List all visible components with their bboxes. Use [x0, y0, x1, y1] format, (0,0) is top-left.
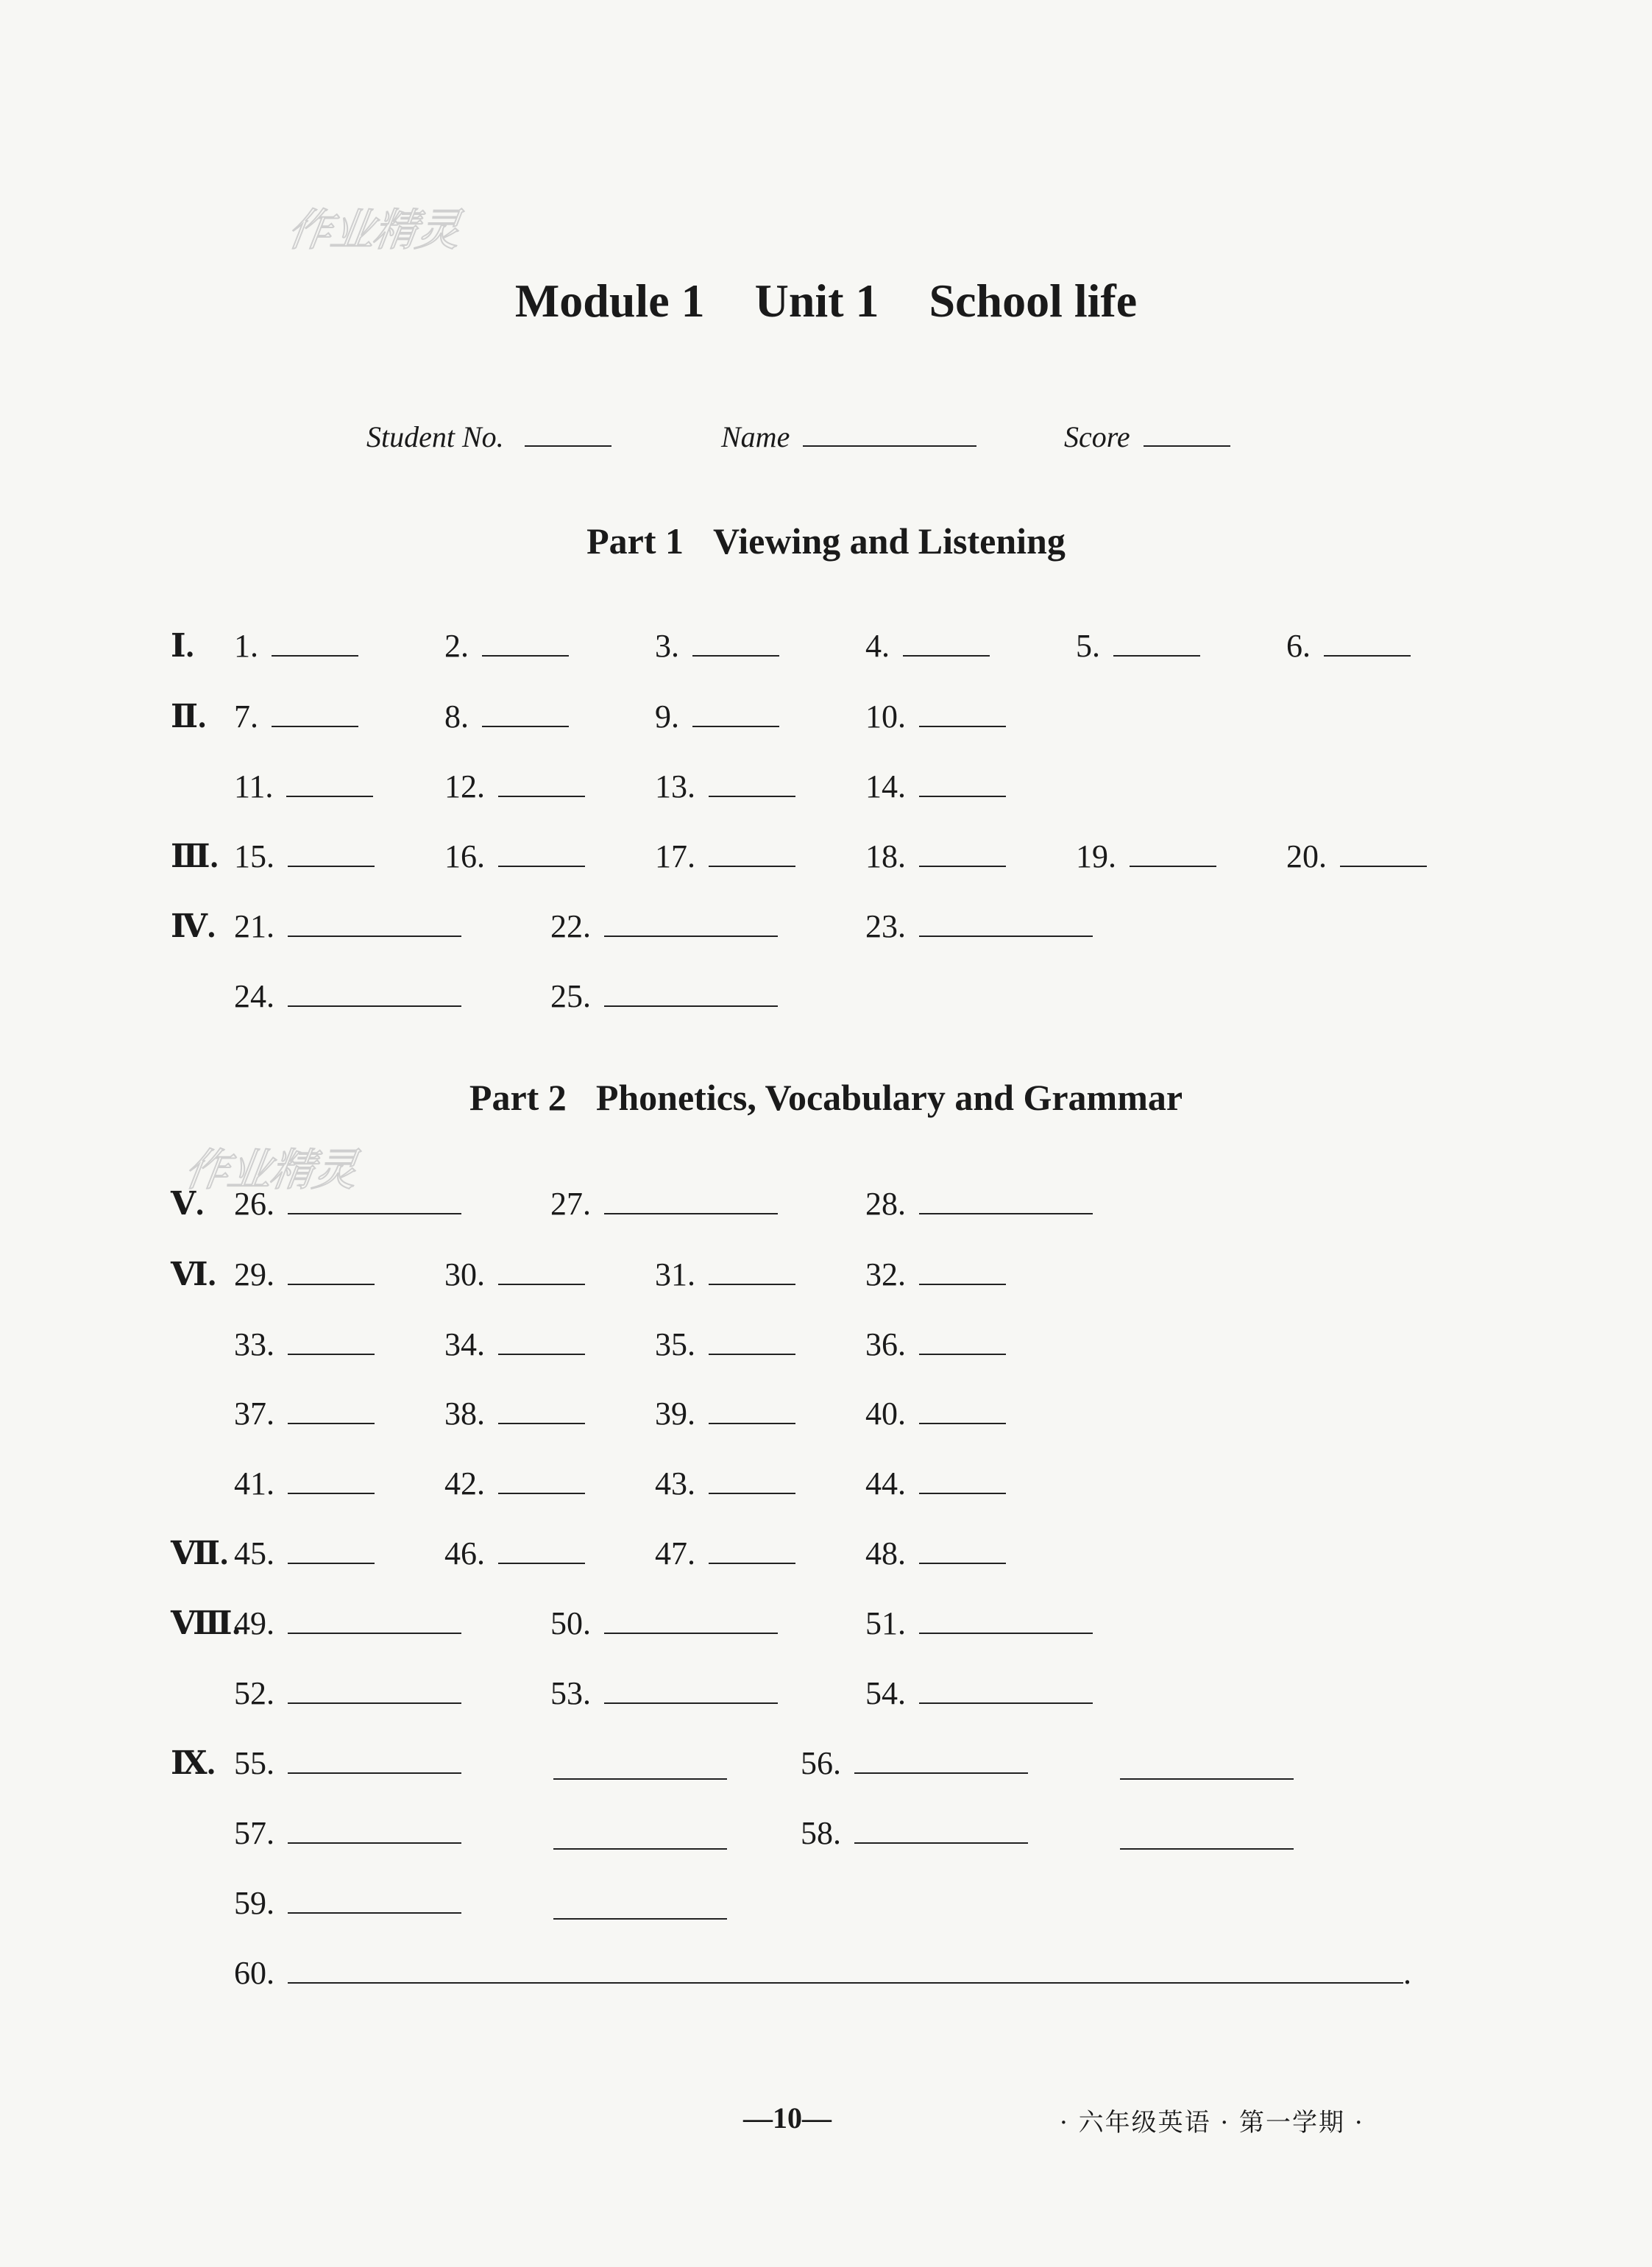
answer-item-13 — [655, 768, 795, 805]
answer-blank[interactable] — [482, 704, 569, 727]
question-number: 49. — [234, 1605, 274, 1641]
answer-blank[interactable] — [709, 1401, 795, 1424]
answer-item-1 — [234, 627, 358, 665]
answer-blank[interactable] — [604, 983, 778, 1007]
answer-item-3 — [655, 627, 779, 665]
answer-item-41 — [234, 1465, 375, 1502]
question-number: 27. — [550, 1186, 591, 1222]
topic-label: School life — [929, 275, 1138, 327]
question-number: 18. — [865, 838, 906, 874]
answer-blank[interactable] — [1324, 633, 1411, 657]
student-no-field[interactable]: Student No. — [366, 420, 611, 454]
answer-item-52 — [234, 1674, 461, 1712]
answer-blank[interactable] — [272, 704, 358, 727]
answer-blank[interactable] — [288, 1191, 461, 1214]
question-number: 56. — [801, 1745, 841, 1781]
answer-blank[interactable] — [286, 774, 373, 797]
answer-item-44 — [865, 1465, 1006, 1502]
question-number: 53. — [550, 1675, 591, 1711]
answer-blank[interactable] — [709, 1541, 795, 1564]
answer-item-8 — [444, 698, 569, 735]
answer-item-9 — [655, 698, 779, 735]
answer-blank[interactable] — [498, 1262, 585, 1285]
question-number: 34. — [444, 1326, 485, 1362]
question-number: 3. — [655, 628, 679, 664]
answer-row — [0, 908, 1652, 952]
answer-blank[interactable] — [604, 1610, 778, 1634]
module-label: Module 1 — [514, 275, 705, 327]
answer-row — [0, 1185, 1652, 1229]
answer-item-58 — [801, 1814, 1028, 1852]
part1-heading: Part 1 Viewing and Listening — [586, 520, 1066, 562]
question-number: 14. — [865, 768, 906, 804]
answer-item-47 — [655, 1535, 795, 1572]
answer-blank[interactable] — [498, 774, 585, 797]
question-number: 46. — [444, 1535, 485, 1571]
answer-item-19 — [1076, 838, 1216, 875]
answer-blank[interactable] — [288, 1750, 461, 1774]
answer-row — [0, 838, 1652, 882]
answer-blank[interactable] — [692, 704, 779, 727]
answer-blank[interactable] — [288, 1471, 375, 1494]
answer-blank[interactable] — [272, 633, 358, 657]
answer-item-22 — [550, 908, 778, 945]
question-number: 2. — [444, 628, 469, 664]
question-number: 54. — [865, 1675, 906, 1711]
answer-blank[interactable] — [903, 633, 990, 657]
answer-item-12 — [444, 768, 585, 805]
answer-item-20 — [1286, 838, 1427, 875]
answer-blank[interactable] — [709, 774, 795, 797]
question-number: 30. — [444, 1256, 485, 1292]
score-field[interactable]: Score — [1064, 420, 1230, 454]
section-numeral: Ⅴ. — [171, 1186, 205, 1222]
question-number: 40. — [865, 1396, 906, 1432]
watermark: 作业精灵 — [181, 1145, 360, 1196]
answer-item-54 — [865, 1674, 1093, 1712]
answer-blank[interactable] — [692, 633, 779, 657]
question-number: 32. — [865, 1256, 906, 1292]
question-number: 11. — [234, 768, 274, 804]
answer-item-60 — [234, 1954, 1411, 1992]
answer-blank-extra[interactable] — [553, 1777, 727, 1780]
answer-blank[interactable] — [709, 1471, 795, 1494]
answer-blank[interactable] — [498, 1331, 585, 1355]
question-number: 29. — [234, 1256, 274, 1292]
answer-row — [0, 1605, 1652, 1649]
answer-blank[interactable] — [288, 1610, 461, 1634]
section-numeral: Ⅲ. — [171, 838, 219, 874]
answer-row — [0, 1954, 1652, 1998]
answer-blank-extra[interactable] — [1120, 1847, 1294, 1850]
answer-item-11 — [234, 768, 373, 805]
answer-blank[interactable] — [288, 1890, 461, 1914]
question-number: 8. — [444, 699, 469, 735]
answer-blank[interactable] — [288, 1541, 375, 1564]
answer-item-17 — [655, 838, 795, 875]
answer-blank[interactable] — [919, 1262, 1006, 1285]
answer-blank[interactable] — [288, 1331, 375, 1355]
answer-blank[interactable] — [1340, 844, 1427, 867]
section-numeral: Ⅰ. — [171, 628, 194, 664]
unit-label: Unit 1 — [754, 275, 879, 327]
question-number: 12. — [444, 768, 485, 804]
answer-blank[interactable] — [288, 983, 461, 1007]
answer-blank[interactable] — [288, 1262, 375, 1285]
section-numeral: Ⅸ. — [171, 1745, 216, 1781]
question-number: 57. — [234, 1815, 274, 1851]
answer-item-53 — [550, 1674, 778, 1712]
answer-item-34 — [444, 1326, 585, 1363]
answer-blank-extra[interactable] — [553, 1917, 727, 1920]
answer-row — [0, 1814, 1652, 1858]
question-number: 16. — [444, 838, 485, 874]
part2-heading: Part 2 Phonetics, Vocabulary and Grammar — [469, 1077, 1183, 1118]
answer-blank[interactable] — [288, 1401, 375, 1424]
answer-item-37 — [234, 1395, 375, 1432]
answer-row — [0, 768, 1652, 812]
page-number: —10— — [743, 2101, 832, 2135]
answer-item-35 — [655, 1326, 795, 1363]
answer-blank[interactable] — [919, 844, 1006, 867]
answer-item-48 — [865, 1535, 1006, 1572]
question-number: 19. — [1076, 838, 1116, 874]
question-number: 1. — [234, 628, 258, 664]
question-number: 41. — [234, 1465, 274, 1502]
question-number: 47. — [655, 1535, 695, 1571]
answer-item-26 — [234, 1185, 461, 1223]
question-number: 23. — [865, 908, 906, 944]
answer-blank[interactable] — [288, 1820, 461, 1844]
answer-blank[interactable] — [288, 913, 461, 937]
answer-item-5 — [1076, 627, 1200, 665]
answer-item-57 — [234, 1814, 461, 1852]
answer-row — [0, 698, 1652, 742]
answer-blank[interactable] — [854, 1820, 1028, 1844]
answer-row — [0, 627, 1652, 671]
answer-item-40 — [865, 1395, 1006, 1432]
answer-item-15 — [234, 838, 375, 875]
answer-blank[interactable] — [709, 1331, 795, 1355]
answer-row — [0, 1326, 1652, 1370]
question-number: 60. — [234, 1955, 274, 1991]
question-number: 5. — [1076, 628, 1100, 664]
question-number: 58. — [801, 1815, 841, 1851]
question-number: 6. — [1286, 628, 1311, 664]
answer-blank[interactable] — [919, 1471, 1006, 1494]
answer-blank[interactable] — [288, 1680, 461, 1704]
answer-item-42 — [444, 1465, 585, 1502]
answer-row — [0, 1535, 1652, 1579]
answer-blank[interactable] — [919, 1401, 1006, 1424]
question-number: 50. — [550, 1605, 591, 1641]
answer-item-24 — [234, 977, 461, 1015]
answer-item-32 — [865, 1256, 1006, 1293]
question-number: 22. — [550, 908, 591, 944]
answer-row — [0, 1395, 1652, 1439]
book-label: · 六年级英语 · 第一学期 · — [1060, 2108, 1364, 2137]
answer-item-55 — [234, 1744, 461, 1782]
answer-item-30 — [444, 1256, 585, 1293]
section-numeral: Ⅱ. — [171, 699, 207, 735]
answer-row — [0, 1256, 1652, 1300]
question-number: 31. — [655, 1256, 695, 1292]
answer-blank[interactable] — [919, 1680, 1093, 1704]
answer-item-36 — [865, 1326, 1006, 1363]
question-number: 59. — [234, 1885, 274, 1921]
answer-blank[interactable] — [604, 913, 778, 937]
answer-item-28 — [865, 1185, 1093, 1223]
answer-item-59 — [234, 1884, 461, 1922]
answer-item-14 — [865, 768, 1006, 805]
answer-blank[interactable] — [709, 844, 795, 867]
answer-blank[interactable] — [498, 844, 585, 867]
answer-item-29 — [234, 1256, 375, 1293]
question-number: 51. — [865, 1605, 906, 1641]
answer-blank[interactable] — [919, 1191, 1093, 1214]
answer-item-25 — [550, 977, 778, 1015]
answer-blank[interactable] — [709, 1262, 795, 1285]
answer-item-45 — [234, 1535, 375, 1572]
answer-blank[interactable] — [919, 704, 1006, 727]
question-number: 39. — [655, 1396, 695, 1432]
answer-item-46 — [444, 1535, 585, 1572]
answer-blank[interactable] — [288, 844, 375, 867]
answer-blank[interactable] — [919, 1331, 1006, 1355]
answer-item-56 — [801, 1744, 1028, 1782]
answer-blank-extra[interactable] — [553, 1847, 727, 1850]
answer-item-49 — [234, 1605, 461, 1642]
answer-item-31 — [655, 1256, 795, 1293]
section-numeral: Ⅷ. — [171, 1605, 241, 1641]
question-number: 36. — [865, 1326, 906, 1362]
section-numeral: Ⅵ. — [171, 1256, 216, 1292]
answer-item-51 — [865, 1605, 1093, 1642]
question-number: 24. — [234, 978, 274, 1014]
answer-item-39 — [655, 1395, 795, 1432]
answer-blank[interactable] — [1113, 633, 1200, 657]
question-number: 52. — [234, 1675, 274, 1711]
question-number: 35. — [655, 1326, 695, 1362]
question-number: 15. — [234, 838, 274, 874]
answer-blank[interactable] — [1130, 844, 1216, 867]
answer-row — [0, 1465, 1652, 1509]
answer-item-2 — [444, 627, 569, 665]
section-numeral: Ⅶ. — [171, 1535, 229, 1571]
answer-blank-extra[interactable] — [1120, 1777, 1294, 1780]
answer-blank[interactable] — [498, 1471, 585, 1494]
question-number: 33. — [234, 1326, 274, 1362]
answer-blank[interactable] — [498, 1401, 585, 1424]
answer-row — [0, 1744, 1652, 1789]
question-number: 10. — [865, 699, 906, 735]
question-number: 26. — [234, 1186, 274, 1222]
question-number: 25. — [550, 978, 591, 1014]
answer-item-4 — [865, 627, 990, 665]
answer-item-23 — [865, 908, 1093, 945]
answer-blank[interactable] — [288, 1960, 1403, 1984]
answer-item-27 — [550, 1185, 778, 1223]
answer-row — [0, 1674, 1652, 1719]
question-number: 28. — [865, 1186, 906, 1222]
answer-item-18 — [865, 838, 1006, 875]
watermark: 作业精灵 — [284, 205, 463, 256]
answer-blank[interactable] — [919, 1610, 1093, 1634]
question-number: 37. — [234, 1396, 274, 1432]
answer-item-50 — [550, 1605, 778, 1642]
question-number: 38. — [444, 1396, 485, 1432]
answer-item-43 — [655, 1465, 795, 1502]
question-number: 20. — [1286, 838, 1327, 874]
page-title — [0, 274, 1652, 328]
question-number: 48. — [865, 1535, 906, 1571]
question-number: 17. — [655, 838, 695, 874]
question-number: 4. — [865, 628, 890, 664]
question-number: 21. — [234, 908, 274, 944]
answer-blank[interactable] — [498, 1541, 585, 1564]
answer-item-16 — [444, 838, 585, 875]
answer-item-21 — [234, 908, 461, 945]
final-period: . — [1403, 1955, 1411, 1991]
answer-blank[interactable] — [604, 1680, 778, 1704]
answer-blank[interactable] — [604, 1191, 778, 1214]
question-number: 44. — [865, 1465, 906, 1502]
answer-blank[interactable] — [919, 913, 1093, 937]
answer-blank[interactable] — [919, 774, 1006, 797]
section-numeral: Ⅳ. — [171, 908, 216, 944]
question-number: 55. — [234, 1745, 274, 1781]
answer-blank[interactable] — [482, 633, 569, 657]
answer-item-38 — [444, 1395, 585, 1432]
question-number: 45. — [234, 1535, 274, 1571]
answer-row — [0, 977, 1652, 1022]
answer-item-6 — [1286, 627, 1411, 665]
answer-item-33 — [234, 1326, 375, 1363]
name-field[interactable]: Name — [721, 420, 976, 454]
answer-item-7 — [234, 698, 358, 735]
question-number: 13. — [655, 768, 695, 804]
question-number: 9. — [655, 699, 679, 735]
answer-blank[interactable] — [854, 1750, 1028, 1774]
question-number: 43. — [655, 1465, 695, 1502]
question-number: 7. — [234, 699, 258, 735]
answer-item-10 — [865, 698, 1006, 735]
answer-blank[interactable] — [919, 1541, 1006, 1564]
question-number: 42. — [444, 1465, 485, 1502]
answer-row — [0, 1884, 1652, 1928]
